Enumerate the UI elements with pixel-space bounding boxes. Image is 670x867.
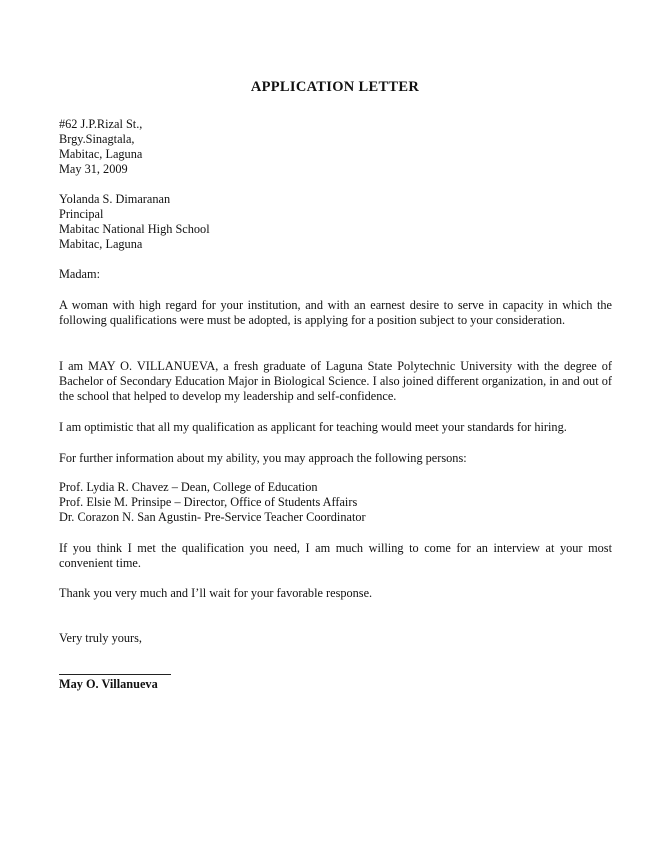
paragraph-interview: If you think I met the qualification you need, I am much willing to come for an interview at your most convenient time.: [59, 541, 612, 570]
paragraph-thanks: Thank you very much and I’ll wait for your favorable response.: [59, 586, 373, 600]
recipient-block: [59, 192, 612, 252]
letter-title: APPLICATION LETTER: [250, 79, 420, 95]
recipient-name: Yolanda S. Dimaranan: [59, 192, 171, 206]
paragraph-optimism: I am optimistic that all my qualification as applicant for teaching would meet your standards for hiring.: [59, 420, 567, 434]
recipient-school: Mabitac National High School: [59, 222, 210, 236]
recipient-location: Mabitac, Laguna: [59, 237, 143, 251]
paragraph-references-intro: For further information about my ability, you may approach the following persons:: [59, 451, 467, 465]
paragraph-background: I am MAY O. VILLANUEVA, a fresh graduate of Laguna State Polytechnic University with the degree of Bachelor of Secondary Education Major in Biological Science. I also joined different organization, in and out of the school that helped to develop my leadership and self-confidence.: [59, 359, 612, 403]
sender-address: [59, 117, 612, 177]
reference-item: Prof. Lydia R. Chavez – Dean, College of Education: [59, 480, 318, 494]
sender-address-line: #62 J.P.Rizal St.,: [59, 117, 143, 131]
recipient-title: Principal: [59, 207, 104, 221]
letter-date: May 31, 2009: [59, 162, 128, 176]
closing: Very truly yours,: [59, 631, 142, 645]
sender-address-line: Brgy.Sinagtala,: [59, 132, 135, 146]
signature-line: [59, 674, 171, 675]
signature-name: May O. Villanueva: [59, 677, 158, 691]
paragraph-intro: A woman with high regard for your institution, and with an earnest desire to serve in capacity in which the following qualifications were must be adopted, is applying for a position subject to your consideration.: [59, 298, 612, 327]
reference-item: Prof. Elsie M. Prinsipe – Director, Office of Students Affairs: [59, 495, 358, 509]
references-list: [59, 480, 612, 525]
sender-address-line: Mabitac, Laguna: [59, 147, 143, 161]
salutation: Madam:: [59, 267, 100, 281]
reference-item: Dr. Corazon N. San Agustin- Pre-Service Teacher Coordinator: [59, 510, 366, 524]
